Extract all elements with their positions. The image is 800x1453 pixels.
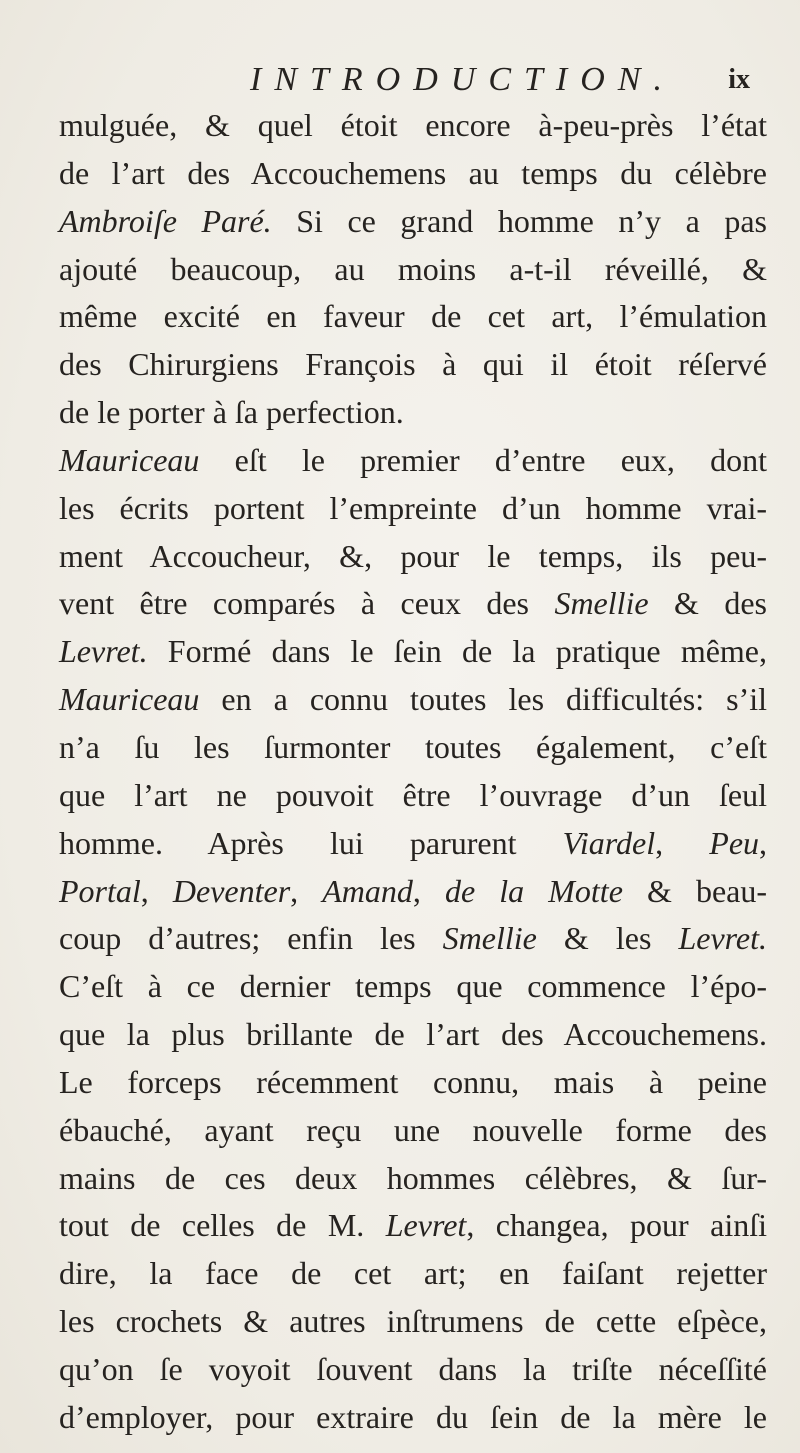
text-line	[59, 1250, 767, 1298]
text-line	[59, 1202, 767, 1250]
text-segment: d’employer, pour extraire du ſein de la mère le	[59, 1398, 767, 1435]
italic-name: Ambroiſe Paré.	[59, 202, 272, 239]
text-segment: Si ce grand homme n’y a pas	[271, 202, 768, 239]
running-title: INTRODUCTION.	[250, 61, 675, 98]
text-line	[59, 915, 767, 963]
italic-name: Levret.	[678, 920, 768, 957]
italic-name: Deventer	[172, 872, 291, 909]
page-header	[250, 58, 750, 102]
text-line	[59, 246, 767, 294]
italic-name: Levret.	[59, 633, 148, 670]
text-segment: de l’art des Accouchemens au temps du célèbre	[59, 154, 767, 191]
italic-name: Levret	[385, 1207, 467, 1244]
text-line	[59, 341, 767, 389]
text-segment: C’eſt à ce dernier temps que commence l’épo-	[59, 968, 767, 1005]
text-line	[59, 724, 767, 772]
text-segment: en a connu toutes les difficultés: s’il	[199, 681, 767, 718]
text-segment: & des	[648, 585, 768, 622]
text-segment: de le porter à ſa perfection.	[59, 394, 404, 431]
italic-name: de la Motte	[444, 872, 623, 909]
text-segment: n’a ſu les ſurmonter toutes également, c’eſt	[59, 728, 767, 765]
text-line	[59, 820, 767, 868]
text-segment: vent être comparés à ceux des	[59, 585, 555, 622]
text-line	[59, 628, 767, 676]
text-segment: eſt le premier d’entre eux, dont	[199, 441, 767, 478]
text-line	[59, 437, 767, 485]
text-line	[59, 389, 767, 437]
text-segment: qu’on ſe voyoit ſouvent dans la triſte néceſſité	[59, 1350, 767, 1387]
italic-name: Smellie	[442, 920, 537, 957]
text-segment: les crochets & autres inſtrumens de cette eſpèce,	[59, 1303, 767, 1340]
text-segment: des Chirurgiens François à qui il étoit réſervé	[59, 346, 767, 383]
text-segment: que la plus brillante de l’art des Accouchemens.	[59, 1016, 767, 1053]
text-line	[59, 533, 767, 581]
text-line	[59, 868, 767, 916]
text-segment: que l’art ne pouvoit être l’ouvrage d’un ſeul	[59, 776, 767, 813]
text-line	[59, 198, 767, 246]
text-line	[59, 772, 767, 820]
text-segment: ,	[655, 824, 710, 861]
text-line	[59, 676, 767, 724]
text-segment: ment Accoucheur, &, pour le temps, ils peu-	[59, 537, 767, 574]
text-segment: dire, la face de cet art; en faiſant rejetter	[59, 1255, 767, 1292]
italic-name: Mauriceau	[59, 441, 200, 478]
italic-name: Portal	[59, 872, 141, 909]
text-segment: les écrits portent l’empreinte d’un homme vrai-	[59, 489, 767, 526]
text-line	[59, 1011, 767, 1059]
text-segment: même excité en faveur de cet art, l’émulation	[59, 298, 767, 335]
text-segment: , changea, pour ainſi	[466, 1207, 768, 1244]
text-line	[59, 1107, 767, 1155]
text-segment: & beau-	[622, 872, 768, 909]
italic-name: Peu	[709, 824, 760, 861]
body-text	[59, 102, 767, 1442]
text-segment: ,	[412, 872, 445, 909]
italic-name: Viardel	[562, 824, 656, 861]
text-line	[59, 1155, 767, 1203]
page-number: ix	[728, 64, 750, 95]
text-line	[59, 1298, 767, 1346]
text-segment: Le forceps récemment connu, mais à peine	[59, 1063, 767, 1100]
text-line	[59, 963, 767, 1011]
text-segment: tout de celles de M.	[59, 1207, 386, 1244]
text-line	[59, 1394, 767, 1442]
text-line	[59, 1346, 767, 1394]
text-segment: ajouté beaucoup, au moins a-t-il réveillé, &	[59, 250, 767, 287]
text-segment: & les	[536, 920, 679, 957]
italic-name: Amand	[322, 872, 413, 909]
text-line	[59, 485, 767, 533]
text-segment: ,	[759, 824, 768, 861]
text-segment: ,	[140, 872, 173, 909]
text-line	[59, 580, 767, 628]
text-segment: ,	[290, 872, 323, 909]
italic-name: Mauriceau	[59, 681, 200, 718]
text-line	[59, 1059, 767, 1107]
text-segment: homme. Après lui parurent	[59, 824, 563, 861]
text-line	[59, 293, 767, 341]
text-segment: mulguée, & quel étoit encore à-peu-près l’état	[59, 107, 767, 143]
text-segment: Formé dans le ſein de la pratique même,	[147, 633, 767, 670]
text-segment: coup d’autres; enfin les	[59, 920, 443, 957]
text-line	[59, 102, 767, 150]
text-segment: mains de ces deux hommes célèbres, & ſur-	[59, 1159, 767, 1196]
text-line	[59, 150, 767, 198]
text-segment: ébauché, ayant reçu une nouvelle forme des	[59, 1111, 767, 1148]
italic-name: Smellie	[554, 585, 649, 622]
